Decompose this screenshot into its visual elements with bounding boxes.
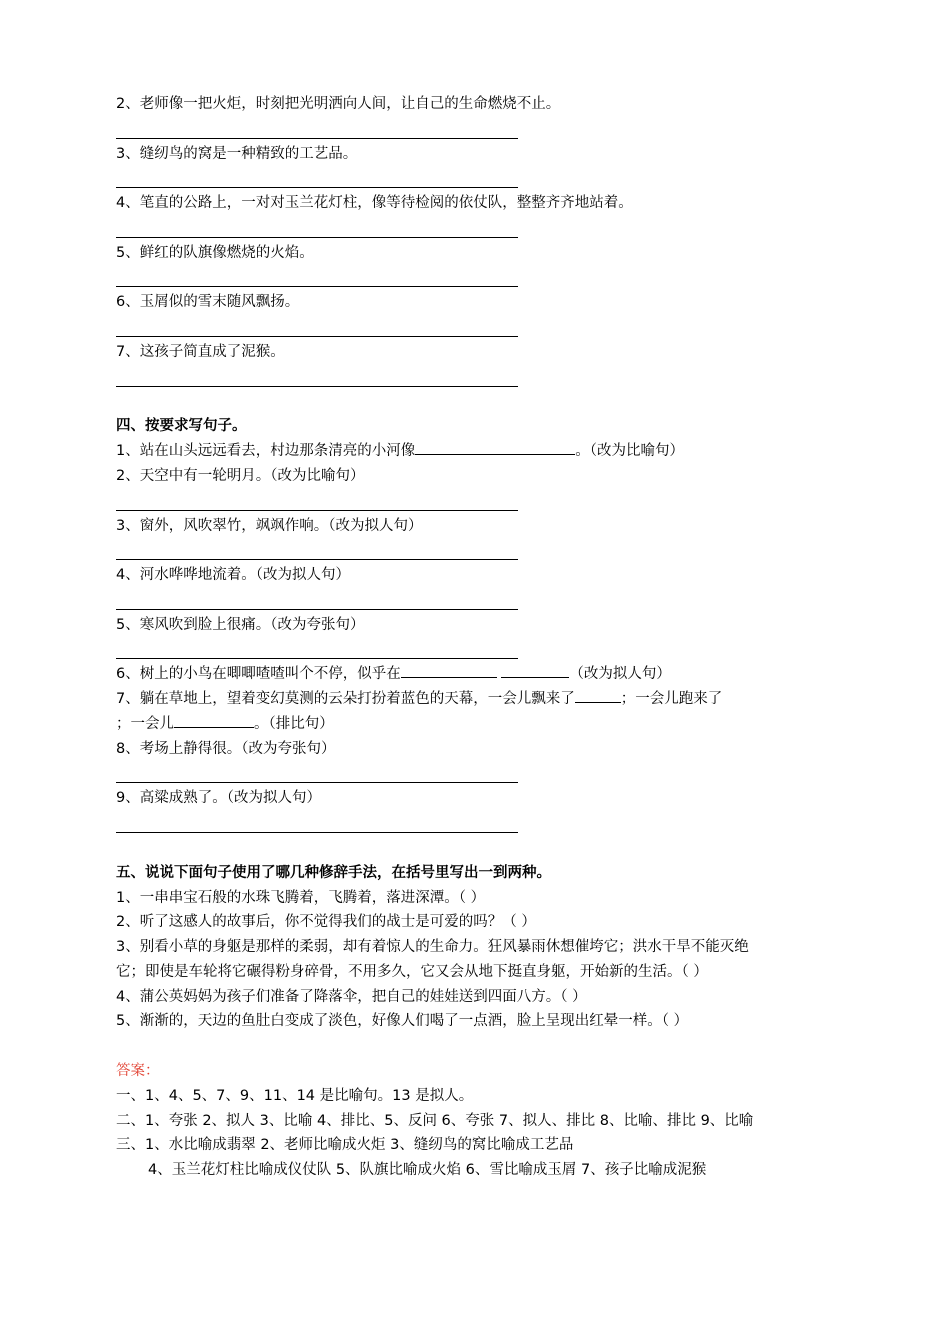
- answer-blank[interactable]: [116, 588, 836, 613]
- inline-blank[interactable]: [501, 663, 569, 678]
- answer-blank[interactable]: [116, 538, 836, 563]
- s4-item-9: 9、高粱成熟了。（改为拟人句）: [116, 790, 321, 807]
- s4-item-2: 2、天空中有一轮明月。（改为比喻句）: [116, 467, 365, 484]
- s3-item-7: 7、这孩子简直成了泥猴。: [116, 343, 285, 360]
- inline-blank[interactable]: [415, 440, 575, 455]
- answer-blank[interactable]: [116, 489, 836, 514]
- s5-item-2: 2、听了这感人的故事后，你不觉得我们的战士是可爱的吗？（ ）: [116, 914, 536, 931]
- s3-item-3: 3、缝纫鸟的窝是一种精致的工艺品。: [116, 145, 358, 162]
- s5-item-3-cont: 它；即使是车轮将它碾得粉身碎骨，不用多久，它又会从地下挺直身躯，开始新的生活。（ ）: [116, 963, 708, 980]
- inline-blank[interactable]: [401, 663, 497, 678]
- answer-blank[interactable]: [116, 166, 836, 191]
- answer-blank[interactable]: [116, 638, 836, 663]
- s4-item-1: 1、站在山头远远看去，村边那条清亮的小河像 。（改为比喻句）: [116, 439, 836, 464]
- answer-blank[interactable]: [116, 117, 836, 142]
- s5-item-5: 5、渐渐的，天边的鱼肚白变成了淡色，好像人们喝了一点酒，脸上呈现出红晕一样。（ ）: [116, 1013, 689, 1030]
- answer-blank[interactable]: [116, 216, 836, 241]
- s4-item-7: 7、躺在草地上，望着变幻莫测的云朵打扮着蓝色的天幕，一会儿飘来了 ；一会儿跑来了: [116, 687, 836, 712]
- s4-item-7-cont: ；一会儿 。（排比句）: [116, 712, 836, 737]
- answer-blank[interactable]: [116, 762, 836, 787]
- s4-item-3: 3、窗外，风吹翠竹，飒飒作响。（改为拟人句）: [116, 517, 423, 534]
- section5-heading: 五、说说下面句子使用了哪几种修辞手法，在括号里写出一到两种。: [116, 864, 551, 881]
- inline-blank[interactable]: [174, 713, 254, 728]
- answers-title: 答案：: [116, 1063, 160, 1080]
- s4-item-8: 8、考场上静得很。（改为夸张句）: [116, 740, 336, 757]
- answer-blank[interactable]: [116, 315, 836, 340]
- answer-blank[interactable]: [116, 266, 836, 291]
- s5-item-3: 3、别看小草的身躯是那样的柔弱，却有着惊人的生命力。狂风暴雨休想催垮它；洪水干旱不能灭绝: [116, 939, 749, 956]
- answer-blank[interactable]: [116, 365, 836, 390]
- s4-item-5: 5、寒风吹到脸上很痛。（改为夸张句）: [116, 616, 365, 633]
- s3-item-6: 6、玉屑似的雪末随风飘扬。: [116, 294, 300, 311]
- s3-item-2: 2、老师像一把火炬，时刻把光明洒向人间，让自己的生命燃烧不止。: [116, 96, 561, 112]
- s5-item-4: 4、蒲公英妈妈为孩子们准备了降落伞，把自己的娃娃送到四面八方。（ ）: [116, 988, 587, 1005]
- answers-line-2: 二、1、夸张 2、拟人 3、比喻 4、排比、5、反问 6、夸张 7、拟人、排比 8、比喻、排比 9、比喻: [116, 1112, 754, 1129]
- answers-line-3: 三、1、水比喻成翡翠 2、老师比喻成火炬 3、缝纫鸟的窝比喻成工艺品: [116, 1137, 574, 1154]
- answers-line-1: 一、1、4、5、7、9、11、14 是比喻句。13 是拟人。: [116, 1087, 474, 1104]
- inline-blank[interactable]: [575, 688, 621, 703]
- s4-item-6: 6、树上的小鸟在唧唧喳喳叫个不停，似乎在 （改为拟人句）: [116, 662, 836, 687]
- s3-item-4: 4、笔直的公路上，一对对玉兰花灯柱，像等待检阅的依仗队，整整齐齐地站着。: [116, 195, 633, 212]
- worksheet-page: [116, 92, 836, 1183]
- s5-item-1: 1、一串串宝石般的水珠飞腾着，飞腾着，落进深潭。（ ）: [116, 889, 486, 906]
- s3-item-5: 5、鲜红的队旗像燃烧的火焰。: [116, 244, 314, 261]
- s4-item-4: 4、河水哗哗地流着。（改为拟人句）: [116, 567, 350, 584]
- answer-blank[interactable]: [116, 811, 836, 836]
- section4-heading: 四、按要求写句子。: [116, 418, 247, 435]
- answers-line-4: 4、玉兰花灯柱比喻成仪仗队 5、队旗比喻成火焰 6、雪比喻成玉屑 7、孩子比喻成泥猴: [148, 1162, 707, 1179]
